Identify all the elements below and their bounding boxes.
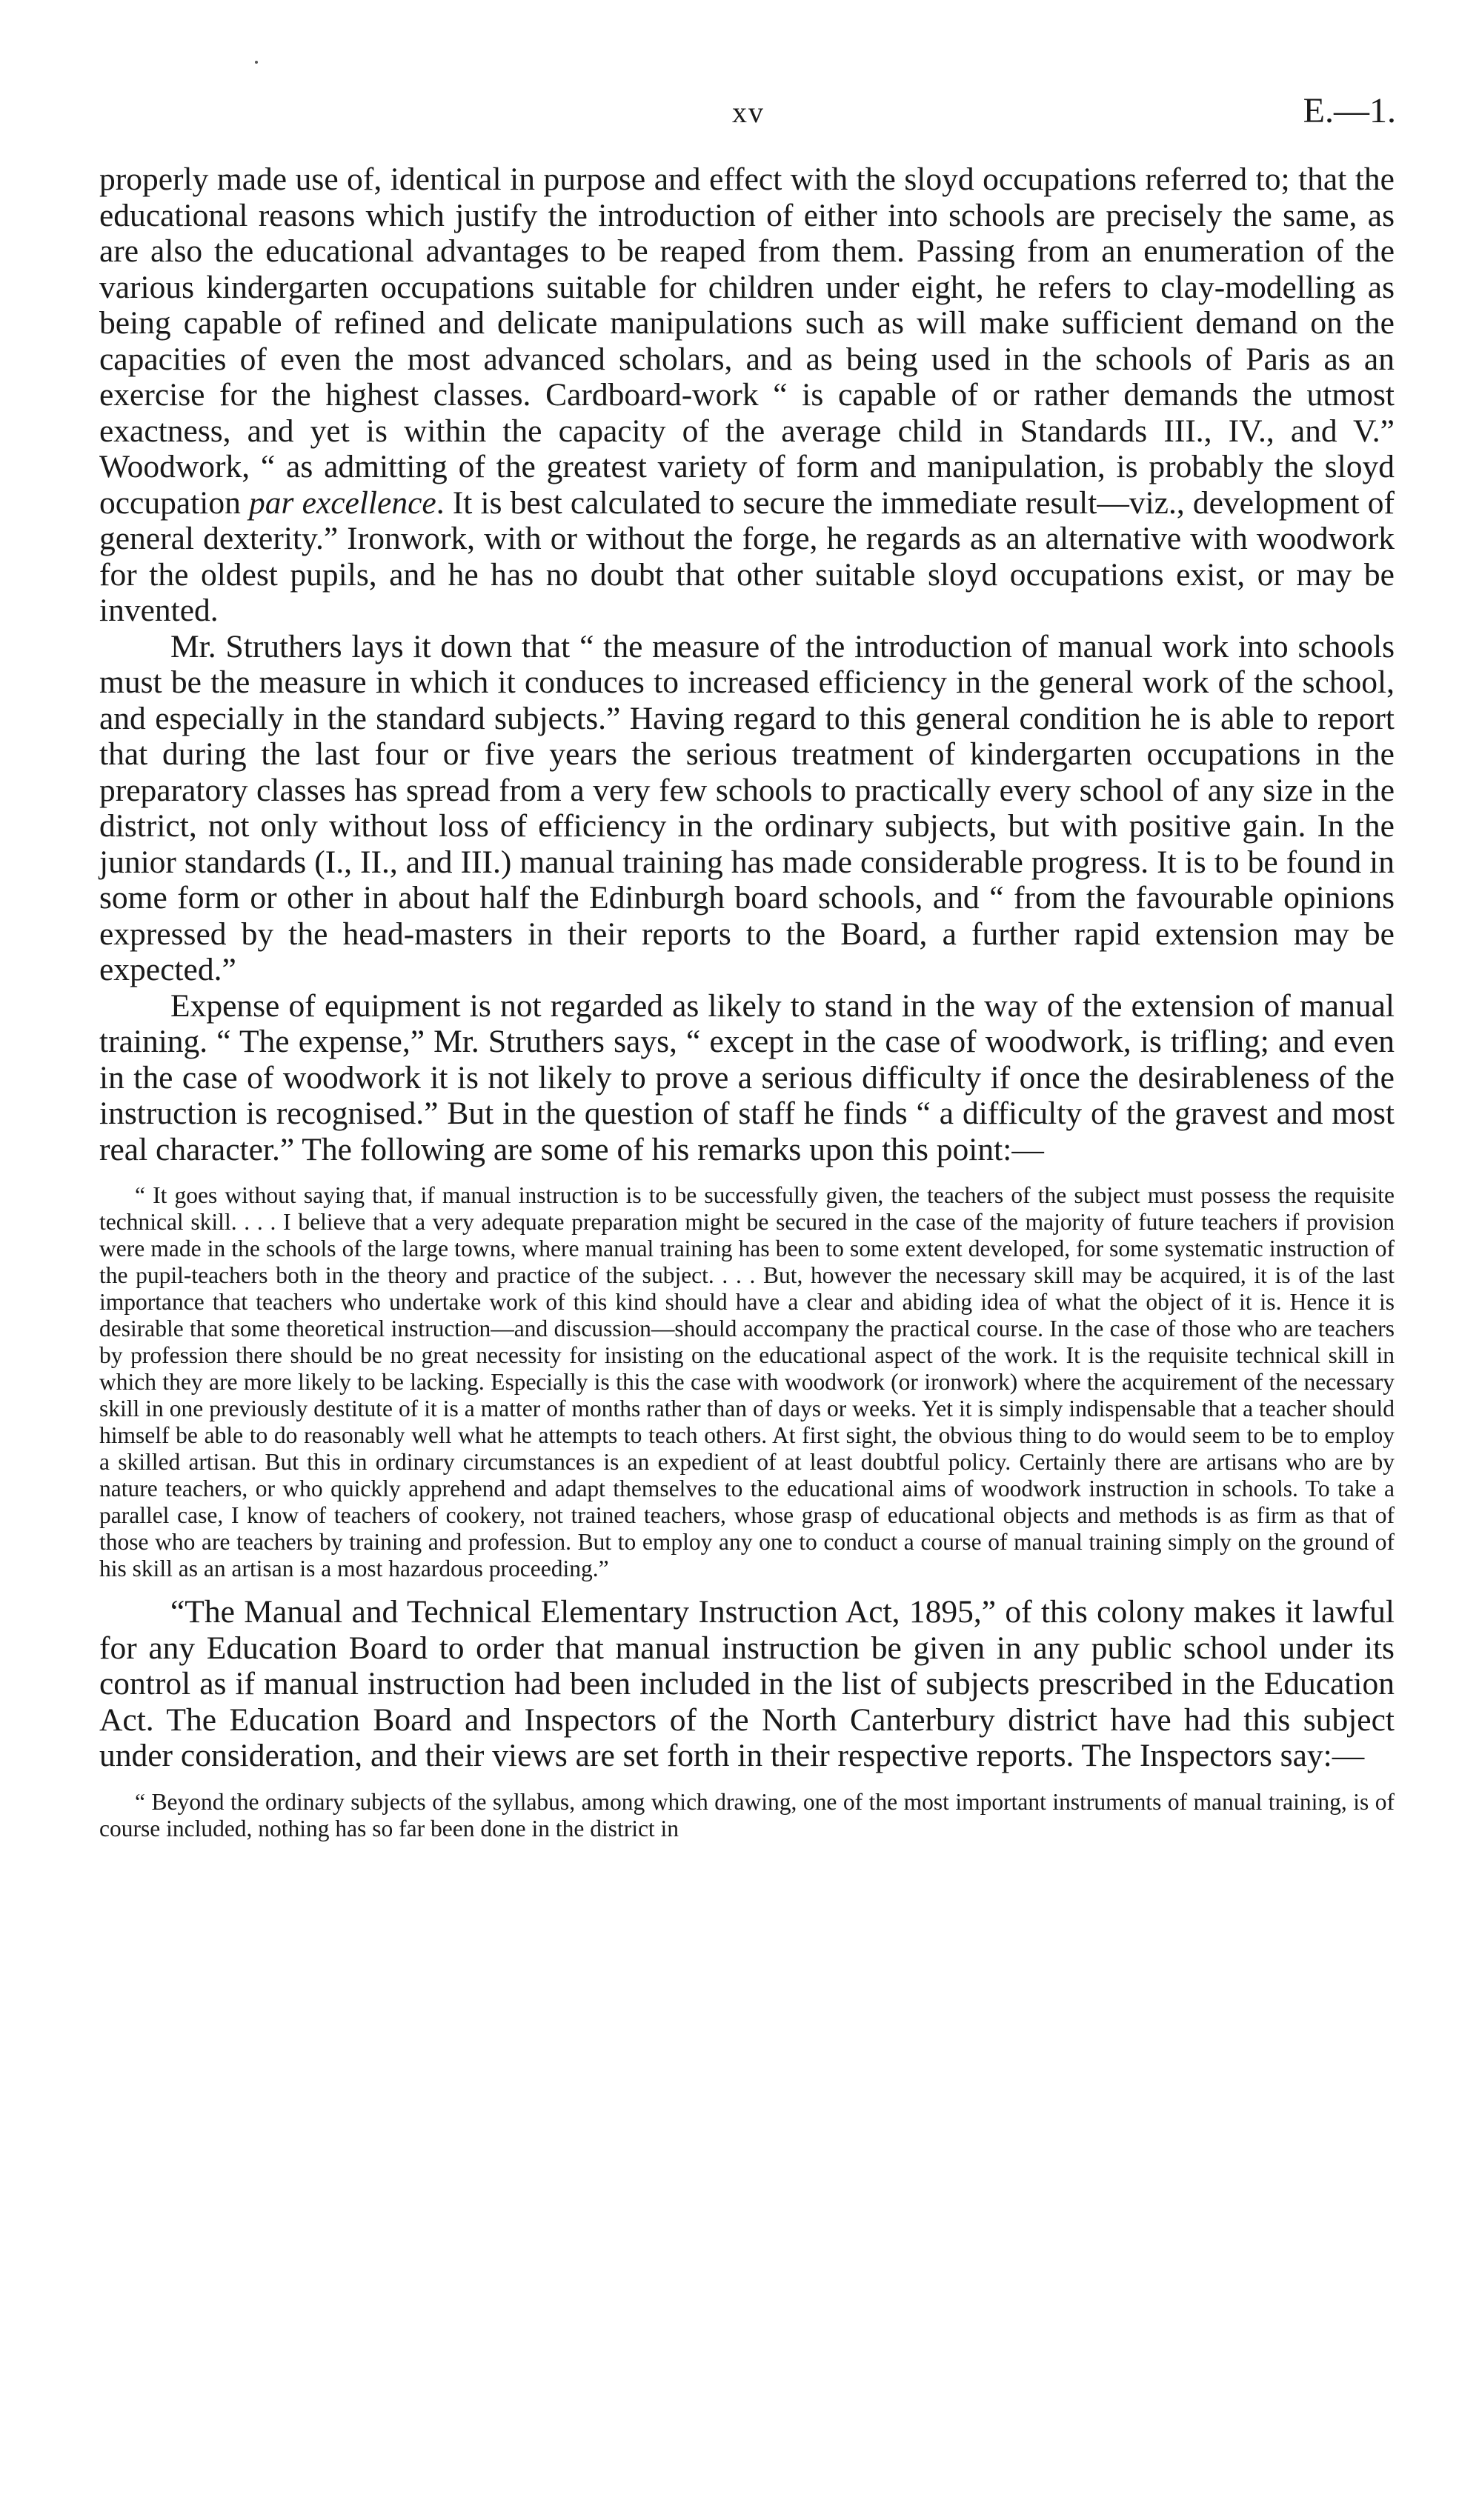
document-body [99, 161, 1395, 1854]
block-quote-2 [99, 1789, 1395, 1842]
stray-mark [255, 61, 258, 64]
page-header [0, 91, 1479, 139]
paragraph-1: properly made use of, identical in purpose and effect with the sloyd occupations referred to; that the educational reasons which justify the introduction of either into schools are precisely the same, as are also the educational advantages to be reaped from them. Passing from an enumeration of the various kindergarten occupations suitable for children under eight, he refers to clay-modelling as being capable of refined and delicate manipulations such as will make sufficient demand on the capacities of even the most advanced scholars, and as being used in the schools of Paris as an exercise for the highest classes. Cardboard-work “ is capable of or rather demands the utmost exactness, and yet is within the capacity of the average child in Standards III., IV., and V.” Woodwork, “ as admitting of the greatest variety of form and manipulation, is probably the sloyd occupation par excellence. It is best calculated to secure the immediate result—viz., development of general dexterity.” Ironwork, with or without the forge, he regards as an alternative with woodwork for the oldest pupils, and he has no doubt that other suitable sloyd occupations exist, or may be invented. [99, 161, 1395, 628]
quote-text-1: “ It goes without saying that, if manual instruction is to be successfully given, the teachers of the subject must possess the requisite technical skill. . . . I believe that a very adequate preparation might be secured in the case of the majority of future teachers if provision were made in the schools of the large towns, where manual training has been to some extent developed, for some systematic instruction of the pupil-teachers both in the theory and practice of the subject. . . . But, however the necessary skill may be acquired, it is of the last importance that teachers who undertake work of this kind should have a clear and abiding idea of what the object of it is. Hence it is desirable that some theoretical instruction—and discussion—should accompany the practical course. In the case of those who are teachers by profession there should be no great necessity for insisting on the educational aspect of the work. It is the requisite technical skill in which they are more likely to be lacking. Especially is this the case with woodwork (or ironwork) where the acquirement of the necessary skill in one previously destitute of it is a matter of months rather than of days or weeks. Yet it is simply indispensable that a teacher should himself be able to do reasonably well what he attempts to teach others. At first sight, the obvious thing to do would seem to be to employ a skilled artisan. But this in ordinary circumstances is an expedient of at least doubtful policy. Certainly there are artisans who are by nature teachers, or who quickly apprehend and adapt themselves to the educational aims of woodwork instruction in schools. To take a parallel case, I know of teachers of cookery, not trained teachers, whose grasp of educational objects and methods is as firm as that of those who are teachers by training and profession. But to employ any one to conduct a course of manual training simply on the ground of his skill as an artisan is a most hazardous proceeding.” [99, 1182, 1395, 1581]
block-quote-1 [99, 1182, 1395, 1582]
paragraph-2: Mr. Struthers lays it down that “ the measure of the introduction of manual work into schools must be the measure in which it conduces to increased efficiency in the general work of the school, and especially in the standard subjects.” Having regard to this general condition he is able to report that during the last four or five years the serious treatment of kindergarten occupations in the preparatory classes has spread from a very few schools to practically every school of any size in the district, not only without loss of efficiency in the ordinary subjects, but with positive gain. In the junior standards (I., II., and III.) manual training has made considerable progress. It is to be found in some form or other in about half the Edinburgh board schools, and “ from the favourable opinions expressed by the head-masters in their reports to the Board, a further rapid extension may be expected.” [99, 628, 1395, 987]
paragraph-3: Expense of equipment is not regarded as likely to stand in the way of the extension of manual training. “ The expense,” Mr. Struthers says, “ except in the case of woodwork, is trifling; and even in the case of woodwork it is not likely to prove a serious difficulty if once the desirableness of the instruction is recognised.” But in the question of staff he finds “ a difficulty of the gravest and most real character.” The following are some of his remarks upon this point:— [99, 987, 1395, 1167]
paragraph-4: “The Manual and Technical Elementary Instruction Act, 1895,” of this colony makes it lawful for any Education Board to order that manual instruction be given in any public school under its control as if manual instruction had been included in the list of subjects prescribed in the Education Act. The Education Board and Inspectors of the North Canterbury district have had this subject under consideration, and their views are set forth in their respective reports. The Inspectors say:— [99, 1594, 1395, 1773]
series-code: E.—1. [1303, 91, 1396, 130]
quote-text-2: “ Beyond the ordinary subjects of the syllabus, among which drawing, one of the most important instruments of manual training, is of course included, nothing has so far been done in the district in [99, 1788, 1395, 1841]
italic-phrase: par excellence [249, 484, 436, 521]
page-number: xv [732, 96, 765, 129]
